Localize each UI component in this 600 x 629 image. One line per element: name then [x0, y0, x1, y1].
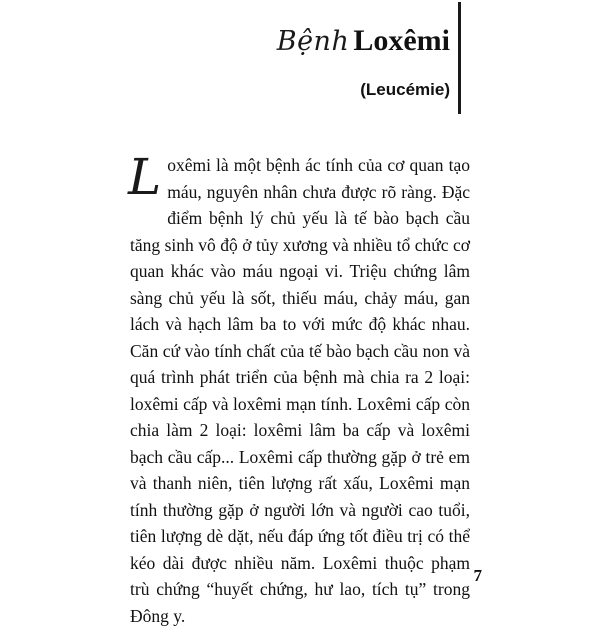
body-paragraph	[128, 148, 470, 629]
header-vertical-rule	[458, 2, 461, 114]
page-number: 7	[473, 566, 482, 585]
chapter-subtitle: (Leucémie)	[360, 80, 450, 99]
chapter-title-main: Loxêmi	[353, 24, 450, 57]
paragraph-text: oxêmi là một bệnh ác tính của cơ quan tạo máu, nguyên nhân chưa được rõ ràng. Đặc điểm bệnh lý chủ yếu là tế bào bạch cầu tăng sinh vô độ ở tủy xương và nhiều tổ chức cơ quan khác vào máu ngoại vi. Triệu chứng lâm sàng chủ yếu là sốt, thiếu máu, chảy máu, gan lách và hạch lâm ba to với mức độ khác nhau. Căn cứ vào tính chất của tế bào bạch cầu non và quá trình phát triển của bệnh mà chia ra 2 loại: loxêmi cấp và loxêmi mạn tính. Loxêmi cấp còn chia làm 2 loại: loxêmi lâm ba cấp và loxêmi bạch cầu cấp... Loxêmi cấp thường gặp ở trẻ em và thanh niên, tiên lượng rất xấu, Loxêmi mạn tính thường gặp ở người lớn và người cao tuổi, tiên lượng dè dặt, nếu đáp ứng tốt điều trị có thể kéo dài được nhiều năm. Loxêmi thuộc phạm trù chứng “huyết chứng, hư lao, tích tụ” trong Đông y.	[130, 155, 470, 626]
chapter-title	[277, 26, 450, 56]
chapter-title-script: Bệnh	[276, 26, 350, 57]
drop-cap: L	[128, 148, 162, 206]
